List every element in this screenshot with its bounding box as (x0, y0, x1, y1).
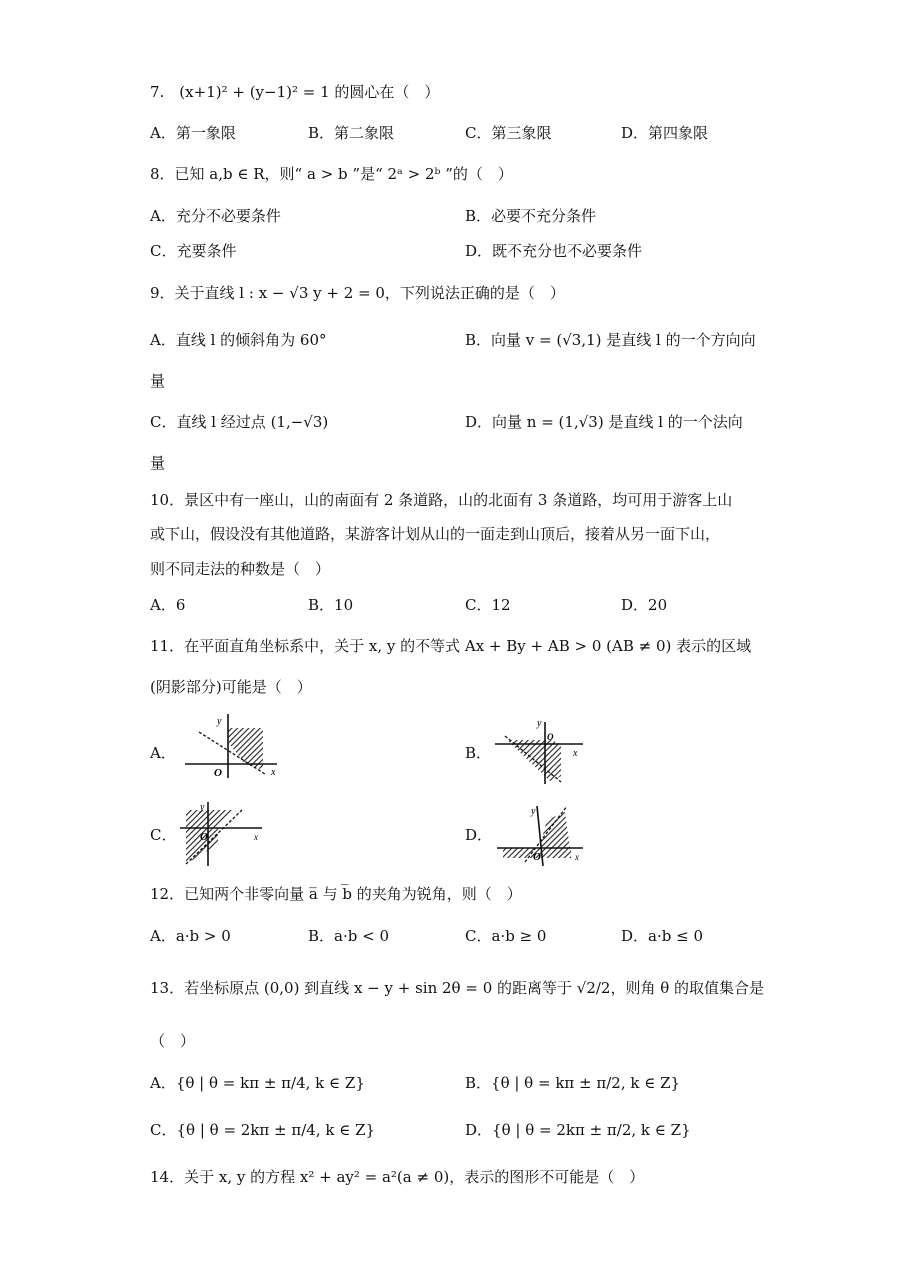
q11-b-origin-label: O (547, 732, 554, 742)
q11-a-axis-x-label: x (271, 767, 276, 778)
q10-option-b[interactable]: B．10 (308, 596, 354, 614)
q10-stem-line3: 则不同走法的种数是（ ） (150, 560, 331, 578)
q9-stem: 9．关于直线 l : x − √3 y + 2 = 0，下列说法正确的是（ ） (150, 284, 565, 302)
q11-option-c[interactable]: C． (150, 826, 177, 844)
q12-option-d[interactable]: D．a·b ≤ 0 (621, 927, 703, 945)
q12-stem: 12．已知两个非零向量 a̅ 与 b̅ 的夹角为锐角，则（ ） (150, 885, 522, 903)
q9-option-d[interactable]: D．向量 n = (1,√3) 是直线 l 的一个法向 (465, 413, 743, 431)
q11-graph-c[interactable] (178, 800, 270, 868)
q9-option-d-continued: 量 (150, 454, 166, 472)
q8-option-d[interactable]: D．既不充分也不必要条件 (465, 242, 643, 260)
q7-option-a[interactable]: A．第一象限 (150, 124, 236, 142)
q11-b-axis-x-label: x (573, 748, 578, 759)
q10-option-d[interactable]: D．20 (621, 596, 668, 614)
q13-option-a[interactable]: A．{θ | θ = kπ ± π/4, k ∈ Z} (150, 1074, 365, 1092)
q12-option-c[interactable]: C．a·b ≥ 0 (465, 927, 547, 945)
q11-d-axis-x-label: x (575, 852, 579, 862)
q7-stem: 7. (x+1)² + (y−1)² = 1 的圆心在（ ） (150, 83, 440, 101)
q11-b-axis-y-label: y (537, 718, 542, 729)
q14-stem: 14．关于 x, y 的方程 x² + ay² = a²(a ≠ 0)，表示的图形不可能是（ ） (150, 1168, 645, 1186)
q10-option-c[interactable]: C．12 (465, 596, 511, 614)
q11-option-d[interactable]: D． (465, 826, 493, 844)
q10-option-a[interactable]: A．6 (150, 596, 186, 614)
q9-option-c[interactable]: C．直线 l 经过点 (1,−√3) (150, 413, 329, 431)
q11-c-axis-y-label: y (200, 802, 205, 813)
q8-option-c[interactable]: C．充要条件 (150, 242, 237, 260)
q11-a-axis-y-label: y (217, 716, 222, 727)
q11-d-origin-label: O (533, 851, 541, 863)
q11-a-origin-label: O (214, 767, 222, 779)
q13-stem-line1: 13．若坐标原点 (0,0) 到直线 x − y + sin 2θ = 0 的距离等于 √2/2，则角 θ 的取值集合是 (150, 979, 765, 997)
q11-stem-line2: (阴影部分)可能是（ ） (150, 678, 312, 696)
q8-option-a[interactable]: A．充分不必要条件 (150, 207, 281, 225)
q13-option-c[interactable]: C．{θ | θ = 2kπ ± π/4, k ∈ Z} (150, 1121, 376, 1139)
q12-option-a[interactable]: A．a·b > 0 (150, 927, 231, 945)
q11-option-a[interactable]: A． (150, 744, 176, 762)
q13-option-b[interactable]: B．{θ | θ = kπ ± π/2, k ∈ Z} (465, 1074, 681, 1092)
q12-option-b[interactable]: B．a·b < 0 (308, 927, 389, 945)
q11-d-axis-y-label: y (531, 806, 536, 817)
q11-graph-a[interactable] (185, 712, 285, 780)
q8-option-b[interactable]: B．必要不充分条件 (465, 207, 597, 225)
q10-stem-line2: 或下山，假设没有其他道路，某游客计划从山的一面走到山顶后，接着从另一面下山， (150, 525, 721, 543)
q7-option-b[interactable]: B．第二象限 (308, 124, 395, 142)
q11-option-b[interactable]: B． (465, 744, 492, 762)
q7-option-d[interactable]: D．第四象限 (621, 124, 709, 142)
q7-option-c[interactable]: C．第三象限 (465, 124, 552, 142)
q11-c-axis-x-label: x (254, 832, 258, 842)
q9-option-a[interactable]: A．直线 l 的倾斜角为 60° (150, 331, 327, 349)
q11-stem-line1: 11．在平面直角坐标系中，关于 x, y 的不等式 Ax + By + AB > 0 (AB ≠ 0) 表示的区域 (150, 637, 752, 655)
q11-graph-b[interactable] (495, 716, 595, 784)
q11-graph-d[interactable] (495, 802, 587, 868)
q11-c-origin-label: O (200, 831, 208, 843)
q13-stem-line2: （ ） (150, 1032, 196, 1050)
q13-option-d[interactable]: D．{θ | θ = 2kπ ± π/2, k ∈ Z} (465, 1121, 691, 1139)
q8-stem: 8．已知 a,b ∈ R，则“ a > b ”是“ 2ᵃ > 2ᵇ ”的（ ） (150, 165, 513, 183)
q9-option-b[interactable]: B．向量 v = (√3,1) 是直线 l 的一个方向向 (465, 331, 756, 349)
q9-option-b-continued: 量 (150, 372, 166, 390)
q10-stem-line1: 10．景区中有一座山，山的南面有 2 条道路，山的北面有 3 条道路，均可用于游客上山 (150, 491, 733, 509)
